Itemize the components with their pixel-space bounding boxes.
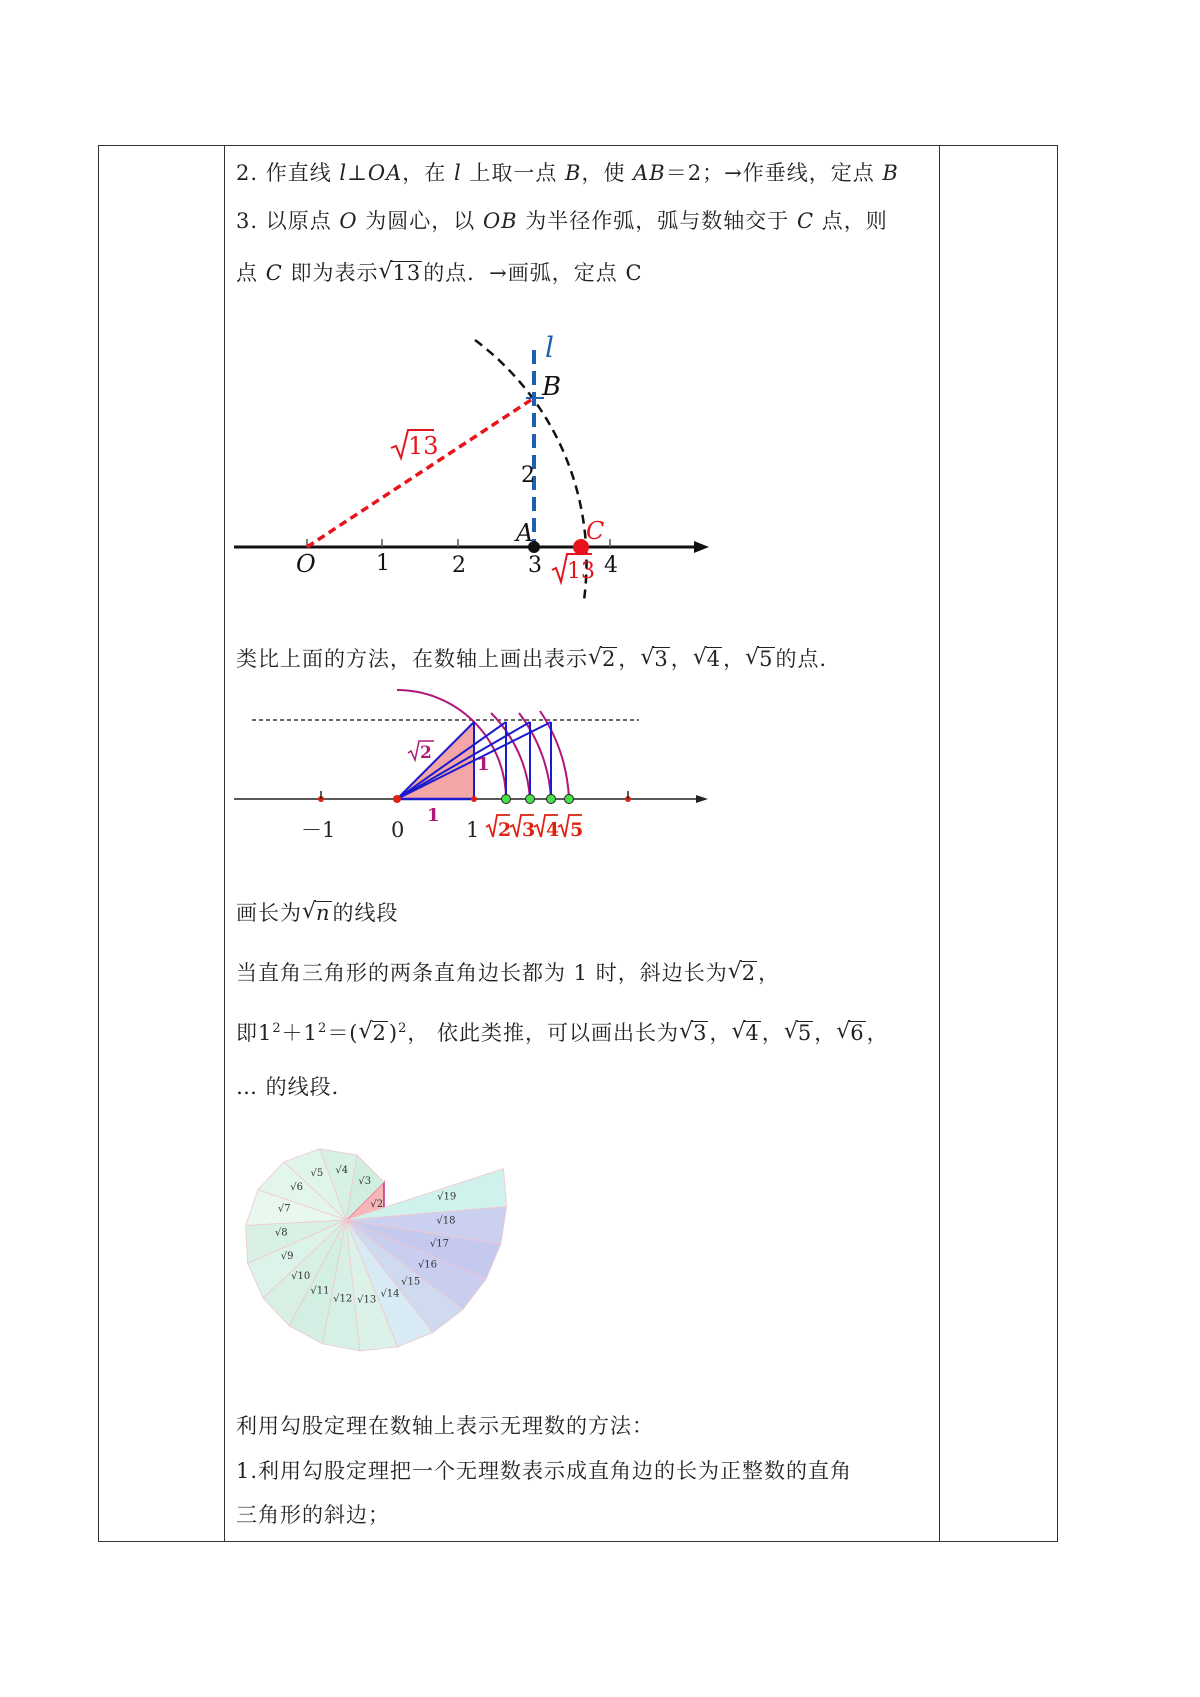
- point-sqrt4: [547, 795, 556, 804]
- label-1: 1: [376, 551, 390, 576]
- label-a: A: [516, 519, 534, 547]
- point-sqrt5: [565, 795, 574, 804]
- method-item1-line1: 1.利用勾股定理把一个无理数表示成直角边的长为正整数的直角: [236, 1459, 853, 1483]
- spiral-sqrt-label: √7: [277, 1203, 291, 1215]
- spiral-sqrt-label: √16: [417, 1259, 438, 1271]
- label-zero: 0: [391, 818, 405, 842]
- sqrt-6: √ 6: [837, 1021, 865, 1045]
- step3-text-line2: 点 C 即为表示√ 13的点．→画弧，定点 C: [236, 257, 643, 287]
- sqrt-n: √ n: [303, 901, 332, 925]
- spiral-sqrt-label: √17: [429, 1238, 449, 1250]
- spiral-sqrt-label: √10: [291, 1271, 311, 1283]
- equation-text: 即$1^2+1^2=(√$ 2)$^2$， 依此类推，可以画出长为√ 3，√ 4，√ 5，√ 6，: [236, 1017, 889, 1047]
- construction-figure-sqrt-sequence: [234, 685, 714, 865]
- spiral-sqrt-label: √8: [274, 1227, 288, 1239]
- sqrt-4: √ 4: [694, 647, 722, 671]
- table-column-divider: [224, 146, 225, 1541]
- spiral-sqrt-label: √18: [436, 1215, 456, 1227]
- sqrt-5: √ 5: [785, 1021, 813, 1045]
- svg-text:13: 13: [567, 559, 595, 584]
- spiral-sqrt-label: √11: [310, 1285, 330, 1297]
- label-sqrt2-axis: [486, 815, 511, 841]
- spiral-sqrt-label: √5: [310, 1168, 324, 1180]
- spiral-sqrt-label: √2: [370, 1199, 384, 1211]
- spiral-sqrt-label: √3: [358, 1175, 372, 1187]
- label-c: C: [586, 517, 605, 545]
- square-root-spiral-figure: [232, 1130, 562, 1385]
- point-sqrt2: [502, 795, 511, 804]
- right-triangle-text: 当直角三角形的两条直角边长都为 1 时，斜边长为√ 2，: [236, 957, 780, 987]
- label-l: l: [545, 331, 554, 364]
- svg-text:2: 2: [420, 743, 432, 763]
- label-o: O: [296, 550, 316, 578]
- svg-text:5: 5: [570, 819, 584, 841]
- segment-ob: [307, 398, 534, 547]
- spiral-sqrt-label: √13: [357, 1294, 377, 1306]
- label-sqrt3-axis: [510, 815, 535, 841]
- label-sqrt13-c: [552, 554, 595, 584]
- spiral-sqrt-label: √4: [335, 1165, 349, 1177]
- label-sqrt5-axis: [558, 815, 583, 841]
- table-column-divider: [939, 146, 940, 1541]
- sqrt-13: √ 13: [379, 261, 422, 285]
- point-one: [471, 796, 477, 802]
- svg-text:13: 13: [408, 432, 439, 460]
- spiral-sqrt-label: √9: [280, 1251, 294, 1263]
- label-one-base: 1: [427, 805, 440, 826]
- sqrt-4: √ 4: [732, 1021, 760, 1045]
- svg-text:2: 2: [498, 819, 512, 841]
- method-title: 利用勾股定理在数轴上表示无理数的方法：: [236, 1414, 654, 1438]
- sqrt-2: √ 2: [360, 1021, 388, 1045]
- point-zero: [393, 795, 401, 803]
- label-neg1: －1: [301, 818, 336, 842]
- label-one: 1: [466, 818, 480, 842]
- label-one-side: 1: [477, 754, 490, 775]
- number-line-arrow: [696, 795, 708, 803]
- sqrt-5: √ 5: [746, 647, 774, 671]
- sqrt-2: √ 2: [729, 961, 757, 985]
- svg-text:3: 3: [522, 819, 536, 841]
- label-sqrt4-axis: [534, 815, 559, 841]
- spiral-wedges: [246, 1149, 507, 1351]
- svg-text:4: 4: [546, 819, 560, 841]
- spiral-sqrt-label: √15: [401, 1276, 421, 1288]
- spiral-sqrt-label: √19: [437, 1191, 457, 1203]
- arc-sqrt5: [540, 711, 569, 799]
- spiral-sqrt-label: √14: [380, 1288, 400, 1300]
- point-sqrt3: [526, 795, 535, 804]
- ellipsis-text: … 的线段．: [236, 1075, 354, 1099]
- draw-segment-text: 画长为√ n的线段: [236, 897, 399, 927]
- sqrt-3: √ 3: [641, 647, 669, 671]
- sqrt-3: √ 3: [680, 1021, 708, 1045]
- step2-text: 2. 作直线 l⊥OA，在 l 上取一点 B，使 AB＝2；→作垂线，定点 B: [236, 161, 899, 185]
- analogy-text: 类比上面的方法，在数轴上画出表示√ 2，√ 3，√ 4，√ 5的点．: [236, 643, 842, 673]
- number-line-arrow: [694, 541, 709, 553]
- construction-figure-sqrt13: [234, 320, 714, 610]
- label-4: 4: [604, 553, 618, 578]
- spiral-sqrt-label: √12: [333, 1293, 353, 1305]
- step3-text-line1: 3. 以原点 O 为圆心，以 OB 为半径作弧，弧与数轴交于 C 点，则: [236, 209, 888, 233]
- label-sqrt2-hypotenuse: [408, 741, 434, 763]
- label-2: 2: [452, 553, 466, 578]
- label-two: 2: [521, 463, 535, 488]
- label-3: 3: [528, 553, 542, 578]
- label-sqrt13-ob: [391, 430, 439, 460]
- spiral-sqrt-label: √6: [290, 1182, 303, 1194]
- sqrt-2: √ 2: [589, 647, 617, 671]
- label-b: B: [542, 372, 562, 402]
- method-item1-line2: 三角形的斜边；: [236, 1503, 390, 1527]
